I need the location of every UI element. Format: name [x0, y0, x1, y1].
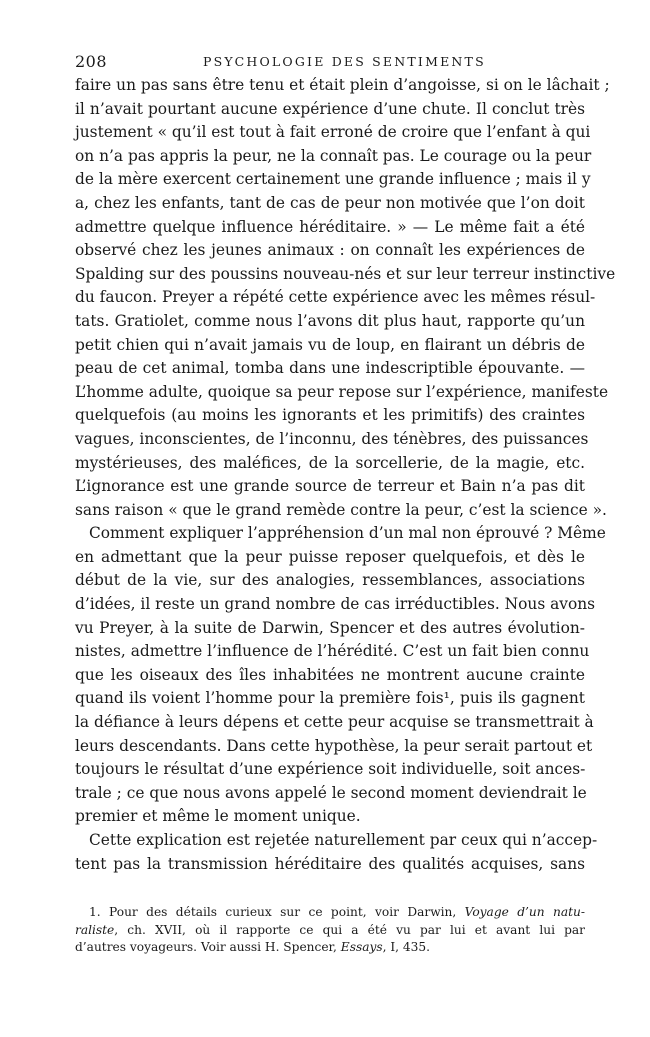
text-line: L’ignorance est une grande source de terreur et Bain n’a pas dit [75, 477, 585, 496]
text-line: quand ils voient l’homme pour la première fois¹, puis ils gagnent [75, 689, 585, 708]
text-line: leurs descendants. Dans cette hypothèse, la peur serait partout et [75, 736, 593, 755]
text-line: en admettant que la peur puisse reposer quelquefois, et dès le [75, 547, 585, 566]
page-number: 208 [75, 52, 108, 71]
text-line: L’homme adulte, quoique sa peur repose sur l’expérience, manifeste [75, 382, 609, 401]
text-line: premier et même le moment unique. [75, 807, 361, 826]
text-line: on n’a pas appris la peur, ne la connaît pas. Le courage ou la peur [75, 146, 592, 165]
text-line: vagues, inconscientes, de l’inconnu, des ténèbres, des puissances [75, 429, 589, 448]
footnote-title: Essays [340, 940, 383, 955]
text-line: Cette explication est rejetée naturellement par ceux qui n’accep- [89, 831, 598, 849]
text-line: mystérieuses, des maléfices, de la sorcellerie, de la magie, etc. [75, 453, 585, 472]
text-line: d’idées, il reste un grand nombre de cas irréductibles. Nous avons [75, 595, 596, 614]
text-line: début de la vie, sur des analogies, ressemblances, associations [75, 571, 585, 590]
footnote-text: , ch. XVII, où il rapporte ce qui a été vu par lui et avant lui par [114, 922, 585, 937]
text-line: tent pas la transmission héréditaire des qualités acquises, sans [75, 854, 585, 873]
text-line: que les oiseaux des îles inhabitées ne montrent aucune crainte [75, 665, 585, 684]
text-line: admettre quelque influence héréditaire. » — Le même fait a été [75, 217, 585, 236]
text-line: justement « qu’il est tout à fait erroné de croire que l’enfant à qui [75, 123, 591, 142]
paragraph-2 [75, 522, 606, 829]
body-text [75, 74, 616, 876]
paragraph-3 [75, 829, 598, 876]
text-line: peau de cet animal, tomba dans une indescriptible épouvante. — [75, 359, 585, 378]
text-line: il n’avait pourtant aucune expérience d’une chute. Il conclut très [75, 99, 585, 118]
text-line: observé chez les jeunes animaux : on connaît les expériences de [75, 241, 585, 260]
text-line: la défiance à leurs dépens et cette peur acquise se transmettrait à [75, 713, 594, 732]
text-line: a, chez les enfants, tant de cas de peur non motivée que l’on doit [75, 193, 585, 212]
text-line: du faucon. Preyer a répété cette expérience avec les mêmes résul- [75, 288, 596, 307]
footnote-text: d’autres voyageurs. Voir aussi H. Spencer, [75, 940, 341, 955]
footnote-line [75, 904, 585, 922]
footnote-text: 1. Pour des détails curieux sur ce point, voir Darwin, [89, 905, 465, 920]
text-line: toujours le résultat d’une expérience soit individuelle, soit ances- [75, 760, 586, 779]
running-head [75, 52, 585, 74]
footnote-text: , I, 435. [382, 940, 431, 955]
text-line: nistes, admettre l’influence de l’hérédité. C’est un fait bien connu [75, 642, 590, 661]
text-line: faire un pas sans être tenu et était plein d’angoisse, si on le lâchait ; [75, 76, 610, 94]
footnote-line [75, 922, 585, 940]
text-line: Spalding sur des poussins nouveau-nés et sur leur terreur instinctive [75, 264, 616, 283]
text-line: sans raison « que le grand remède contre la peur, c’est la science ». [75, 500, 607, 519]
running-title: PSYCHOLOGIE DES SENTIMENTS [203, 54, 486, 69]
footnote-title: Voyage d’un natu- [464, 905, 585, 920]
footnotes [75, 904, 585, 957]
paragraph-1 [75, 74, 616, 522]
book-page [75, 52, 616, 957]
text-line: petit chien qui n’avait jamais vu de loup, en flairant un débris de [75, 335, 585, 354]
text-line: tats. Gratiolet, comme nous l’avons dit plus haut, rapporte qu’un [75, 311, 585, 330]
text-line: Comment expliquer l’appréhension d’un mal non éprouvé ? Même [89, 524, 606, 543]
text-line: vu Preyer, à la suite de Darwin, Spencer et des autres évolution- [75, 618, 585, 637]
footnote-line [75, 939, 585, 957]
footnote-title: raliste [75, 922, 115, 937]
text-line: de la mère exercent certainement une grande influence ; mais il y [75, 170, 591, 189]
text-line: quelquefois (au moins les ignorants et les primitifs) des craintes [75, 406, 585, 425]
text-line: trale ; ce que nous avons appelé le second moment deviendrait le [75, 783, 587, 802]
